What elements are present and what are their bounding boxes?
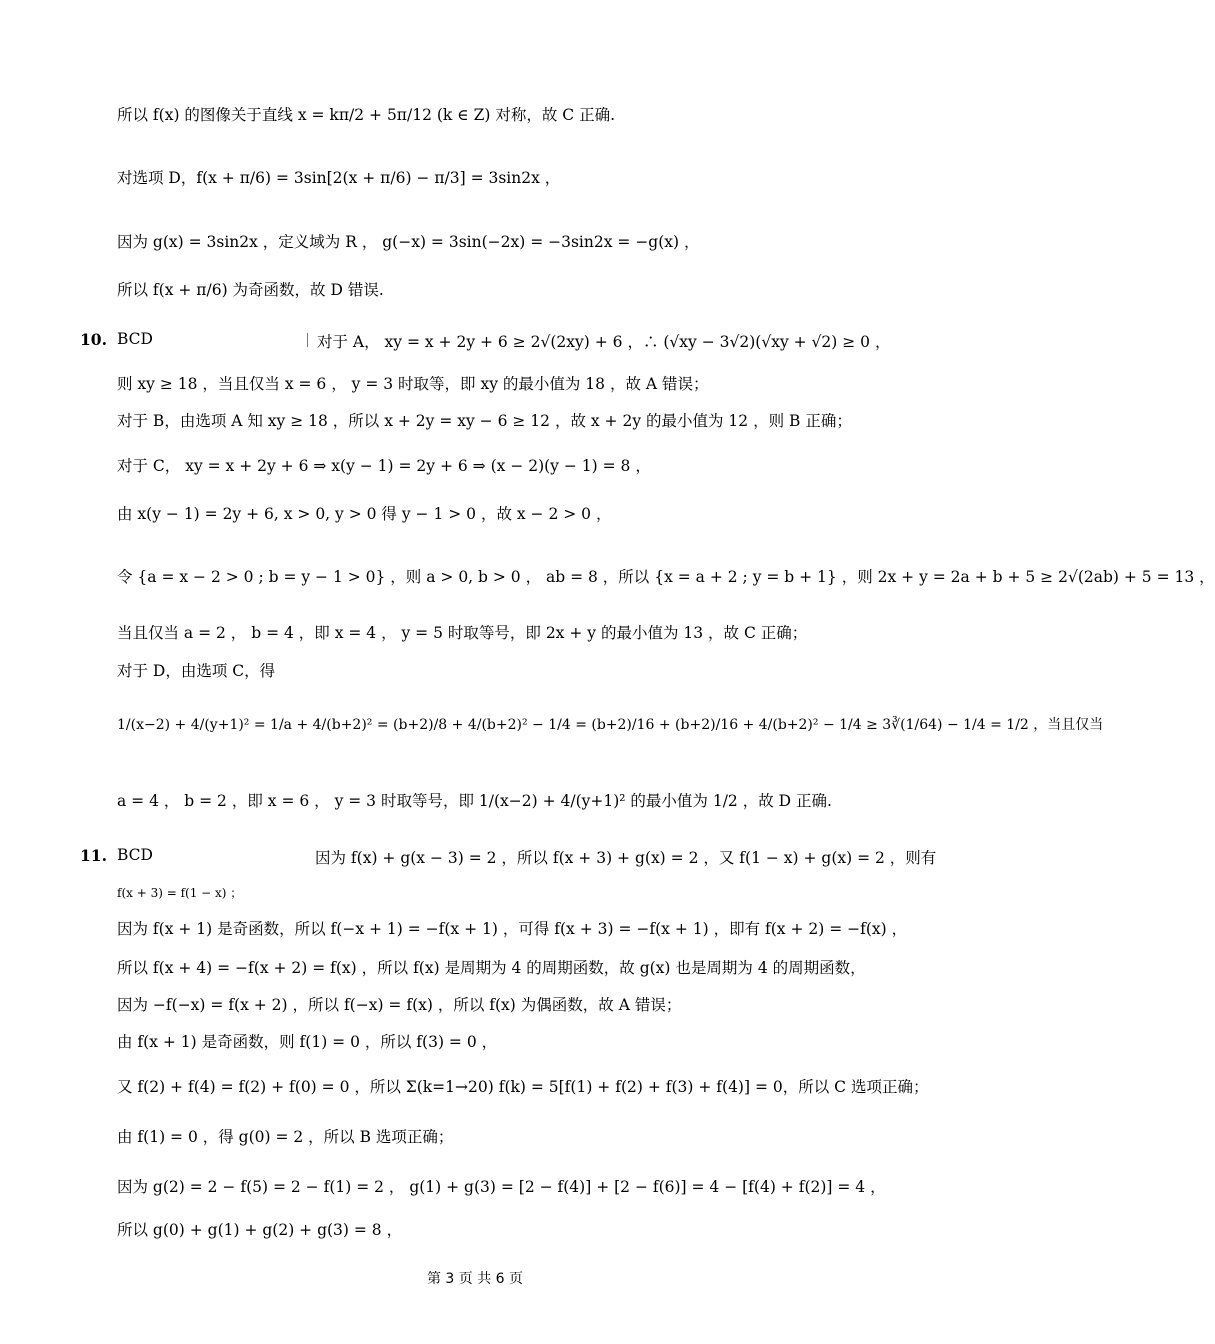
text-line: 因为 g(2) = 2 − f(5) = 2 − f(1) = 2 ， g(1) + g(3) = [2 − f(4)] + [2 − f(6)] = 4 − [f(4) + f(2)] = 4 ， (117, 1178, 886, 1196)
text-line: 令 {a = x − 2 > 0 ; b = y − 1 > 0} ，则 a > 0, b > 0 ， ab = 8 ，所以 {x = a + 2 ; y = b + 1} ，则 2x + y = 2a + b + 5 ≥ 2√(2ab) + 5 = 13 ， (117, 568, 1215, 586)
page-footer: 第 3 页 共 6 页 (426, 1271, 524, 1287)
text-line: 所以 f(x) 的图像关于直线 x = kπ/2 + 5π/12 (k ∈ Z) 对称，故 C 正确. (117, 106, 616, 124)
question-answer: BCD (117, 846, 153, 864)
text-line: 因为 g(x) = 3sin2x ，定义域为 R ， g(−x) = 3sin(−2x) = −3sin2x = −g(x) ， (117, 233, 700, 251)
text-line: 当且仅当 a = 2 ， b = 4 ，即 x = 4 ， y = 5 时取等号，即 2x + y 的最小值为 13 ，故 C 正确； (117, 624, 808, 642)
question-number: 11. (80, 846, 107, 865)
divider-mark (307, 333, 308, 347)
text-line: 对于 B，由选项 A 知 xy ≥ 18 ，所以 x + 2y = xy − 6 ≥ 12 ，故 x + 2y 的最小值为 12 ，则 B 正确； (117, 412, 852, 430)
text-line: 1/(x−2) + 4/(y+1)² = 1/a + 4/(b+2)² = (b+2)/8 + 4/(b+2)² − 1/4 = (b+2)/16 + (b+2)/16 + 4/(b+2)² − 1/4 ≥ 3∛(1/64) − 1/4 = 1/2 ，当且仅当 (117, 717, 1104, 733)
question-answer: BCD (117, 330, 153, 348)
text-line: f(x + 3) = f(1 − x) ； (117, 886, 243, 900)
text-line: 所以 f(x + π/6) 为奇函数，故 D 错误. (117, 281, 384, 299)
text-line: 因为 f(x) + g(x − 3) = 2 ，所以 f(x + 3) + g(x) = 2 ，又 f(1 − x) + g(x) = 2 ，则有 (315, 849, 937, 867)
text-line: 所以 f(x + 4) = −f(x + 2) = f(x) ，所以 f(x) 是周期为 4 的周期函数，故 g(x) 也是周期为 4 的周期函数， (117, 959, 866, 977)
text-line: 由 x(y − 1) = 2y + 6, x > 0, y > 0 得 y − 1 > 0 ，故 x − 2 > 0 ， (117, 505, 612, 523)
text-line: 则 xy ≥ 18 ，当且仅当 x = 6 ， y = 3 时取等，即 xy 的最小值为 18 ，故 A 错误； (117, 375, 709, 393)
text-line: a = 4 ， b = 2 ，即 x = 6 ， y = 3 时取等号，即 1/(x−2) + 4/(y+1)² 的最小值为 1/2 ，故 D 正确. (117, 792, 832, 810)
text-line: 又 f(2) + f(4) = f(2) + f(0) = 0 ，所以 Σ(k=1→20) f(k) = 5[f(1) + f(2) + f(3) + f(4)] = 0，所以 C 选项正确； (117, 1078, 929, 1096)
text-line: 对于 D，由选项 C，得 (117, 662, 276, 680)
text-line: 对于 C， xy = x + 2y + 6 ⇒ x(y − 1) = 2y + 6 ⇒ (x − 2)(y − 1) = 8 ， (117, 457, 651, 475)
text-line: 所以 g(0) + g(1) + g(2) + g(3) = 8 ， (117, 1221, 403, 1239)
text-line: 对于 A， xy = x + 2y + 6 ≥ 2√(2xy) + 6 ，∴ (√xy − 3√2)(√xy + √2) ≥ 0 ， (317, 333, 891, 351)
text-line: 对选项 D，f(x + π/6) = 3sin[2(x + π/6) − π/3] = 3sin2x ， (117, 169, 561, 187)
text-line: 因为 −f(−x) = f(x + 2) ，所以 f(−x) = f(x) ，所以 f(x) 为偶函数，故 A 错误； (117, 996, 682, 1014)
text-line: 因为 f(x + 1) 是奇函数，所以 f(−x + 1) = −f(x + 1) ，可得 f(x + 3) = −f(x + 1) ，即有 f(x + 2) = −f(x) ， (117, 920, 908, 938)
question-number: 10. (80, 330, 107, 349)
text-line: 由 f(x + 1) 是奇函数，则 f(1) = 0 ，所以 f(3) = 0 ， (117, 1033, 498, 1051)
text-line: 由 f(1) = 0 ，得 g(0) = 2 ，所以 B 选项正确； (117, 1128, 454, 1146)
